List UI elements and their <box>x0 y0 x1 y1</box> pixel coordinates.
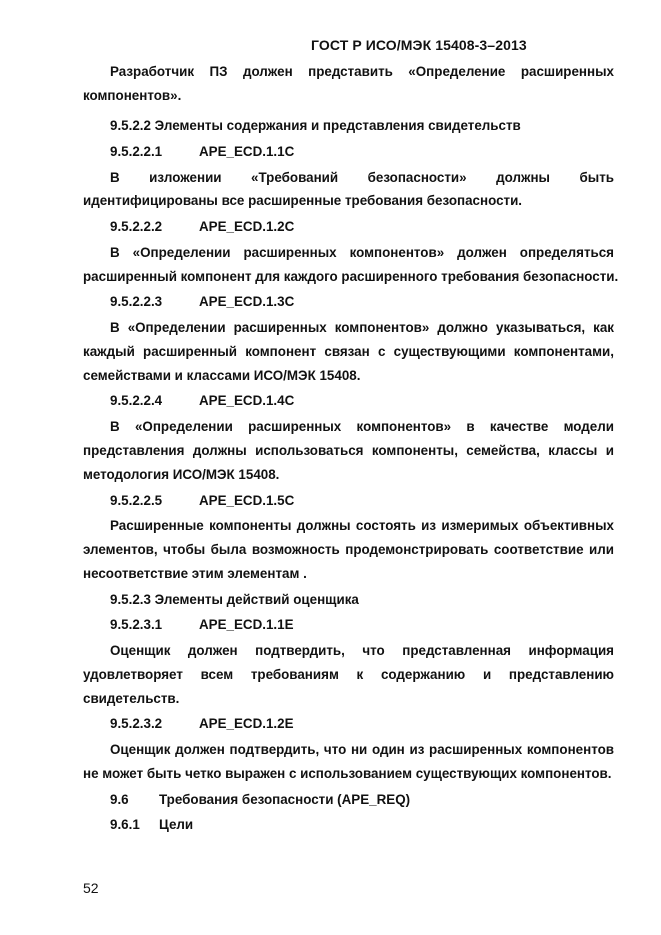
item-heading <box>83 294 614 309</box>
paragraph-line: Расширенные компоненты должны состоять из измеримых объективных <box>110 518 614 533</box>
paragraph-line: семействами и классами ИСО/МЭК 15408. <box>83 368 361 383</box>
paragraph-line: удовлетворяет всем требованиям к содержанию и представлению <box>83 667 614 682</box>
section-heading <box>83 792 614 807</box>
item-code: APE_ECD.1.5C <box>199 493 295 508</box>
item-heading <box>83 393 614 408</box>
section-heading: 9.5.2.2 Элементы содержания и представления свидетельств <box>110 118 521 133</box>
item-heading <box>83 716 614 731</box>
paragraph-line: идентифицированы все расширенные требования безопасности. <box>83 193 523 208</box>
item-number: 9.5.2.2.4 <box>110 393 163 408</box>
paragraph-line: Оценщик должен подтвердить, что представленная информация <box>110 643 614 658</box>
paragraph-line: В «Определении расширенных компонентов» должен определяться <box>110 245 614 260</box>
paragraph-line: Оценщик должен подтвердить, что ни один из расширенных компонентов <box>110 742 614 757</box>
section-heading: 9.5.2.3 Элементы действий оценщика <box>110 592 359 607</box>
paragraph-line: В «Определении расширенных компонентов» должно указываться, как <box>110 320 614 335</box>
item-code: APE_ECD.1.1C <box>199 144 295 159</box>
item-heading <box>83 617 614 632</box>
paragraph-line: методология ИСО/МЭК 15408. <box>83 467 280 482</box>
section-number: 9.6.1 <box>110 817 140 832</box>
page-number: 52 <box>83 880 99 896</box>
item-number: 9.5.2.2.3 <box>110 294 163 309</box>
section-title: Требования безопасности (APE_REQ) <box>159 792 411 807</box>
item-number: 9.5.2.3.2 <box>110 716 163 731</box>
section-title: Цели <box>159 817 194 832</box>
item-number: 9.5.2.2.2 <box>110 219 163 234</box>
paragraph-line: Разработчик ПЗ должен представить «Определение расширенных <box>110 64 614 79</box>
paragraph-line: свидетельств. <box>83 691 180 706</box>
section-number: 9.6 <box>110 792 129 807</box>
paragraph-line: каждый расширенный компонент связан с существующими компонентами, <box>83 344 614 359</box>
section-heading <box>83 817 614 832</box>
paragraph-line: несоответствие этим элементам . <box>83 566 307 581</box>
paragraph-line: элементов, чтобы была возможность продемонстрировать соответствие или <box>83 542 614 557</box>
item-number: 9.5.2.2.5 <box>110 493 163 508</box>
item-code: APE_ECD.1.2C <box>199 219 295 234</box>
paragraph-line: представления должны использоваться компоненты, семейства, классы и <box>83 443 614 458</box>
item-heading <box>83 493 614 508</box>
paragraph-line: не может быть четко выражен с использованием существующих компонентов. <box>83 766 612 781</box>
item-heading <box>83 219 614 234</box>
paragraph-line: В изложении «Требований безопасности» должны быть <box>110 170 614 185</box>
item-heading <box>83 144 614 159</box>
item-code: APE_ECD.1.1E <box>199 617 294 632</box>
item-number: 9.5.2.3.1 <box>110 617 163 632</box>
paragraph-line: В «Определении расширенных компонентов» в качестве модели <box>110 419 614 434</box>
item-number: 9.5.2.2.1 <box>110 144 163 159</box>
document-header: ГОСТ Р ИСО/МЭК 15408-3–2013 <box>311 37 527 53</box>
paragraph-line: компонентов». <box>83 88 182 103</box>
item-code: APE_ECD.1.4C <box>199 393 295 408</box>
item-code: APE_ECD.1.3C <box>199 294 295 309</box>
item-code: APE_ECD.1.2E <box>199 716 294 731</box>
paragraph-line: расширенный компонент для каждого расширенного требования безопасности. <box>83 269 619 284</box>
